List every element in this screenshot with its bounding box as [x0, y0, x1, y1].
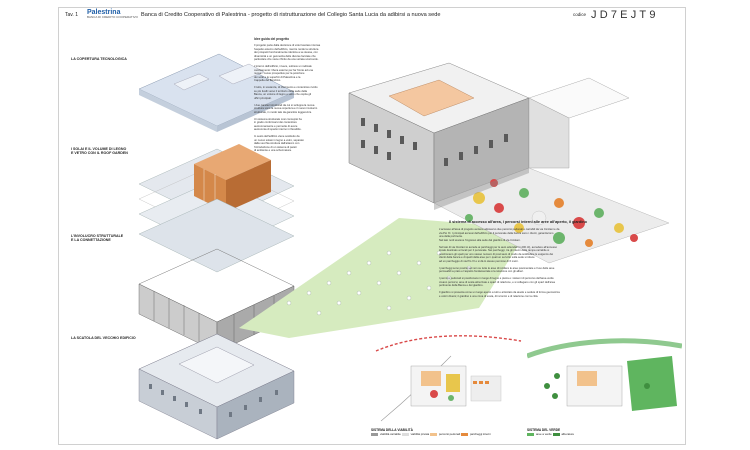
map-viability: [371, 326, 531, 424]
legend-item: viabilità privata: [402, 432, 430, 436]
presentation-board: [58, 7, 686, 445]
map-green: [527, 326, 682, 424]
bank-logo: Palestrina BANCA DI CREDITO COOPERATIVO: [87, 9, 138, 19]
board-header: [59, 8, 685, 22]
code-label: codice: [573, 12, 587, 17]
map1-title: SISTEMA DELLA VIABILITÀ: [371, 428, 413, 432]
column-body: Il progetto parte dalla decisione di voler lasciare intonsa l'aspetto esterno dell'edificio, mentre rende la struttura dei prospetti funzionalmente identica a se stessa, con dinamicità e un geometria delle diverse facciate che particolare che viene rifinito da una vetrata scorrevole. L'interno dell'edificio, invece, subisce un radicale cambiamento: libera esterno per far fronte ad una nuova - nuove prospettive per la posizione dei solai e le superfici di Palestrina e la Cappella del Bambino. Il tutto, in sostanza, di riferimento e contenitore rivolto su più livelli verso il territorio della sede della Banca, un volume di legno e vetro che ospita gli uffici principali. I due caratteri strutturali da cui si sviluppa la nuova struttura sono la nuova copertura e il nuovo involucro strutturale, in modo tale da garantire leggerezza. Un sistema strutturale così concepito ha in grado conformarsi dei contenitore autonomamente e permette di avere autonomia di spazio interno in flessibile. In sesto dell'edificio viene sostituito da un nuovo solaio in legno a vetro, separato dalla vecchia struttura dall'attacco con l'introduzione di un sistema di pareti di ambiente e una schermatura.: [254, 44, 321, 152]
label-floors: I SOLAI E IL VOLUME DI LEGNO E VETRO CON IL ROOF GARDEN: [71, 147, 128, 156]
section-title: Il sistema di accesso all'area, i percorsi interni alle aree all'aperto, il giardino: [449, 220, 587, 224]
legend-item: parcheggi interni: [461, 432, 491, 436]
legend-item: aree a verde: [527, 432, 552, 436]
legend-item: percorsi pedonali: [430, 432, 460, 436]
legend-viability: [371, 433, 521, 437]
sheet-number: Tav. 1: [65, 12, 78, 18]
label-envelope: L'INVOLUCRO STRUTTURALE E LA CONNETTAZIONE: [71, 234, 124, 243]
old-building-layer: [139, 334, 294, 439]
legend-item: viabilità carrabile: [371, 432, 401, 436]
project-title: Banca di Credito Cooperativo di Palestrina - progetto di ristrutturazione del Collegio Santa Lucia da adibirsi a nuova sede: [141, 12, 441, 18]
column-title: Idee guida del progetto: [254, 37, 290, 41]
label-old-building: LA SCATOLA DEL VECCHIO EDIFICIO: [71, 336, 136, 340]
map2-title: SISTEMA DEL VERDE: [527, 428, 561, 432]
label-roof: LA COPERTURA TECNOLOGICA: [71, 57, 127, 61]
legend-item: alberature: [553, 432, 575, 436]
legend-green: [527, 433, 677, 437]
section-body: L'accesso all'area di progetto avviene attraverso due percorsi pedonali e carrabili da via Cicolani e da via Pio XI. I principali accessi dell'edificio per il personale della banca sono i clienti, garantiscono una della portineria. Nel lato nord avviene l'ingresso alla sede dal giardino di via Cicolani. Sul lato di via Cicolani si accede ai parcheggi per le auto aziendali (n.200 cit), accedere all'annesso locale destinato ai locali per il personale. Nei parcheggi, tra gli interni della rampa carrabile si posizionano gli spazi per uno stesso numero di posti auto di modo da soddisfare le esigenze dei clienti della banca e di quelli della aree per i quali un servizio sulla sede si riduce ad un parcheggio di via Pio XI e si dà lo stesso percorso di 6 metri. I parcheggi sono posizionati non su tutte le aree di incidere le aree pavimentate e l'uso delle aree permeabili a prato e l'aspetto fondamentale è la relazione con gli alberi. I percorsi pedonali si posizionano in luogo di legno e pietra e i sistemi di percorso dell'area verde creano percorsi, aree di sosta attrezzate e spazi di relazione, e si collegano con gli spazi dell'area pertinente della Banca e del giardino. Il giardino si presenta come un luogo aperto a tutti e articolato da aiuole e sedute di forma geometrica e colori diversi; il giardino è una zona di sosta, di incontro e di relazione con la città.: [439, 228, 560, 298]
project-code: JD7EJT9: [591, 9, 659, 21]
